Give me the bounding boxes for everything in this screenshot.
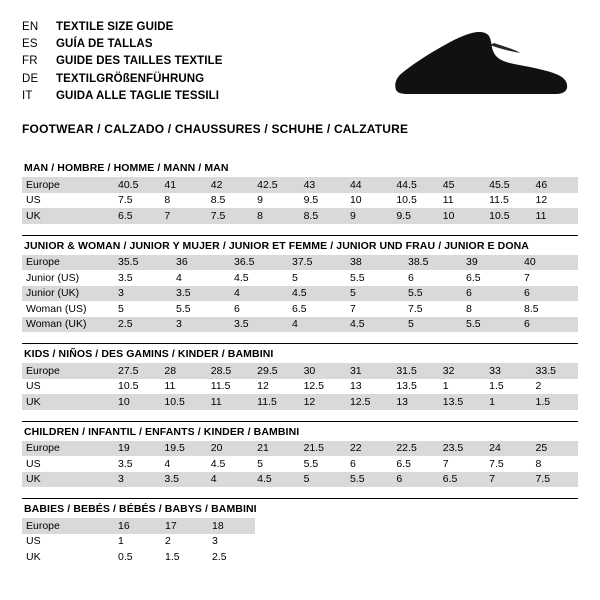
row-label: Europe	[22, 363, 114, 379]
size-table	[22, 255, 578, 333]
row-label: US	[26, 194, 41, 207]
cell: 13	[349, 380, 362, 393]
row-label: Junior (UK)	[22, 286, 114, 302]
cell: 7.5	[118, 194, 133, 207]
cell: 12	[300, 394, 346, 410]
cell: 5.5	[303, 457, 319, 470]
cell: 40	[520, 255, 578, 271]
cell: 3	[172, 317, 230, 333]
cell: 33.5	[532, 363, 578, 379]
cell: 19	[114, 441, 160, 457]
row-label: UK	[22, 208, 114, 224]
cell-empty	[255, 534, 578, 550]
cell: 7	[442, 457, 449, 470]
section-babies	[22, 498, 578, 565]
cell: 1	[442, 380, 449, 393]
cell: 3	[114, 472, 160, 488]
cell: 18	[208, 518, 255, 534]
cell: 10	[439, 208, 485, 224]
cell: 6.5	[114, 208, 160, 224]
table-row	[22, 518, 578, 534]
cell: 41	[160, 177, 206, 193]
cell: 13.5	[439, 394, 485, 410]
cell: 6.5	[439, 472, 485, 488]
cell: 4.5	[253, 472, 299, 488]
cell-empty	[255, 549, 578, 565]
table-row	[22, 208, 578, 224]
cell: 22	[346, 441, 392, 457]
cell: 25	[532, 441, 578, 457]
cell: 40.5	[114, 177, 160, 193]
cell: 1	[118, 535, 124, 548]
cell: 8.5	[210, 194, 226, 207]
language-code: ES	[22, 37, 38, 50]
language-title: TEXTILE SIZE GUIDE	[56, 20, 174, 33]
cell: 9	[257, 194, 264, 207]
cell: 5.5	[346, 472, 392, 488]
row-label: US	[26, 535, 41, 548]
cell: 4.5	[346, 317, 404, 333]
cell: 39	[462, 255, 520, 271]
cell: 7	[160, 208, 206, 224]
cell: 22.5	[392, 441, 438, 457]
cell: 3	[212, 535, 218, 548]
cell: 8.5	[524, 302, 539, 315]
cell: 1.5	[489, 380, 504, 393]
table-row	[22, 534, 578, 550]
cell: 4	[176, 271, 182, 284]
cell-empty	[255, 518, 578, 534]
section-title: MAN / HOMBRE / HOMME / MANN / MAN	[24, 162, 229, 174]
cell: 32	[439, 363, 485, 379]
table-row	[22, 177, 578, 193]
cell: 4.5	[288, 286, 346, 302]
cell: 4	[288, 317, 346, 333]
cell: 3.5	[160, 472, 206, 488]
language-row	[22, 18, 223, 35]
cell: 5.5	[404, 286, 462, 302]
cell: 5	[257, 457, 264, 470]
cell: 37.5	[288, 255, 346, 271]
cell: 6	[520, 317, 578, 333]
category-heading: FOOTWEAR / CALZADO / CHAUSSURES / SCHUHE / CALZATURE	[22, 122, 409, 136]
cell: 44	[346, 177, 392, 193]
cell: 45	[439, 177, 485, 193]
cell: 6	[392, 472, 438, 488]
language-title-list	[22, 18, 223, 105]
cell: 3.5	[230, 317, 288, 333]
row-label: Woman (UK)	[22, 317, 114, 333]
size-sections	[22, 162, 578, 565]
language-row	[22, 88, 223, 105]
table-row	[22, 286, 578, 302]
row-label: Europe	[22, 441, 114, 457]
table-row	[22, 363, 578, 379]
language-title: GUIDE DES TAILLES TEXTILE	[56, 55, 223, 68]
cell: 38	[346, 255, 404, 271]
cell: 19.5	[160, 441, 206, 457]
cell: 5	[346, 286, 404, 302]
cell: 31	[346, 363, 392, 379]
cell: 9	[346, 208, 392, 224]
row-label: Europe	[22, 255, 114, 271]
cell: 21.5	[300, 441, 346, 457]
cell: 2.5	[114, 317, 172, 333]
table-row	[22, 441, 578, 457]
cell: 3.5	[118, 271, 133, 284]
table-row	[22, 394, 578, 410]
language-title: GUIDA ALLE TAGLIE TESSILI	[56, 90, 220, 102]
cell: 42	[207, 177, 253, 193]
cell: 4	[207, 472, 253, 488]
cell: 27.5	[114, 363, 160, 379]
cell: 0.5	[118, 550, 133, 563]
cell: 5.5	[350, 271, 365, 284]
cell: 4.5	[234, 271, 249, 284]
cell: 5.5	[176, 302, 191, 315]
language-code: FR	[22, 55, 38, 68]
cell: 10.5	[485, 208, 531, 224]
cell: 44.5	[392, 177, 438, 193]
cell: 33	[485, 363, 531, 379]
cell: 4	[164, 457, 171, 470]
table-row	[22, 472, 578, 488]
cell: 2.5	[212, 550, 227, 563]
section-title: KIDS / NIÑOS / DES GAMINS / KINDER / BAMBINI	[22, 343, 578, 363]
section-title: BABIES / BEBÉS / BÉBÉS / BABYS / BAMBINI	[22, 498, 578, 518]
cell: 17	[161, 518, 208, 534]
cell: 11	[207, 394, 253, 410]
size-table	[22, 363, 578, 410]
cell: 6	[462, 286, 520, 302]
row-label: Europe	[22, 518, 114, 534]
row-label: Woman (US)	[26, 302, 87, 315]
language-title-rows	[22, 18, 223, 105]
cell: 3	[114, 286, 172, 302]
language-code: DE	[22, 72, 39, 85]
cell: 13.5	[396, 380, 417, 393]
cell: 11.5	[489, 194, 509, 207]
cell: 21	[253, 441, 299, 457]
cell: 11	[442, 194, 454, 207]
cell: 1	[485, 394, 531, 410]
cell: 8	[253, 208, 299, 224]
cell: 6	[520, 286, 578, 302]
cell: 1.5	[165, 550, 180, 563]
language-title: TEXTILGRÖßENFÜHRUNG	[56, 72, 205, 85]
cell: 6	[408, 271, 414, 284]
cell: 10.5	[160, 394, 206, 410]
cell: 36	[172, 255, 230, 271]
cell: 8.5	[300, 208, 346, 224]
language-code: IT	[22, 90, 33, 102]
cell: 5.5	[462, 317, 520, 333]
cell: 4	[230, 286, 288, 302]
cell: 12.5	[303, 380, 324, 393]
table-row	[22, 255, 578, 271]
cell: 5	[118, 302, 124, 315]
cell: 5	[300, 472, 346, 488]
cell: 12	[257, 380, 269, 393]
cell: 7.5	[408, 302, 423, 315]
cell: 9.5	[392, 208, 438, 224]
cell: 43	[300, 177, 346, 193]
cell: 6	[349, 457, 356, 470]
cell: 28.5	[207, 363, 253, 379]
row-label: UK	[22, 472, 114, 488]
cell: 11.5	[253, 394, 299, 410]
cell: 6.5	[466, 271, 481, 284]
cell: 20	[207, 441, 253, 457]
cell: 16	[114, 518, 161, 534]
cell: 3.5	[172, 286, 230, 302]
size-table	[22, 518, 578, 565]
dress-shoe-icon	[390, 28, 570, 105]
row-label: UK	[22, 394, 114, 410]
row-label: Europe	[22, 177, 114, 193]
table-row	[22, 193, 578, 209]
cell: 1.5	[532, 394, 578, 410]
table-row	[22, 549, 578, 565]
cell: 10.5	[118, 380, 139, 393]
cell: 45.5	[485, 177, 531, 193]
table-row	[22, 301, 578, 317]
cell: 7.5	[489, 457, 504, 470]
cell: 42.5	[253, 177, 299, 193]
section-man	[22, 162, 578, 224]
cell: 5	[292, 271, 298, 284]
cell: 31.5	[392, 363, 438, 379]
row-label: UK	[26, 550, 41, 563]
cell: 36.5	[230, 255, 288, 271]
cell: 6.5	[396, 457, 411, 470]
cell: 2	[165, 535, 171, 548]
size-table	[22, 177, 578, 224]
cell: 46	[532, 177, 578, 193]
cell: 4.5	[210, 457, 226, 470]
cell: 8	[466, 302, 472, 315]
section-title: CHILDREN / INFANTIL / ENFANTS / KINDER / BAMBINI	[22, 421, 578, 441]
cell: 7	[485, 472, 531, 488]
section-kids	[22, 343, 578, 410]
row-label: Junior (US)	[26, 271, 80, 284]
cell: 12	[535, 194, 548, 207]
cell: 7	[350, 302, 356, 315]
section-junior-woman	[22, 235, 578, 333]
cell: 10	[114, 394, 160, 410]
section-children	[22, 421, 578, 488]
table-row	[22, 317, 578, 333]
cell: 2	[535, 380, 542, 393]
cell: 11.5	[210, 380, 231, 393]
cell: 29.5	[253, 363, 299, 379]
cell: 7	[524, 271, 530, 284]
cell: 8	[164, 194, 171, 207]
cell: 10	[349, 194, 362, 207]
cell: 24	[485, 441, 531, 457]
table-row	[22, 379, 578, 395]
cell: 30	[300, 363, 346, 379]
language-title: GUÍA DE TALLAS	[56, 37, 153, 50]
cell: 7.5	[532, 472, 578, 488]
cell: 6.5	[292, 302, 307, 315]
cell: 11	[532, 208, 578, 224]
cell: 11	[164, 380, 176, 393]
cell: 6	[234, 302, 240, 315]
cell: 12.5	[346, 394, 392, 410]
language-row	[22, 53, 223, 70]
cell: 7.5	[207, 208, 253, 224]
language-row	[22, 35, 223, 52]
cell: 9.5	[303, 194, 319, 207]
cell: 38.5	[404, 255, 462, 271]
table-row	[22, 456, 578, 472]
cell: 23.5	[439, 441, 485, 457]
size-table	[22, 441, 578, 488]
table-row	[22, 270, 578, 286]
cell: 5	[404, 317, 462, 333]
row-label: US	[26, 380, 41, 393]
cell: 13	[392, 394, 438, 410]
page-header	[22, 18, 578, 105]
language-row	[22, 70, 223, 87]
cell: 3.5	[118, 457, 133, 470]
language-code: EN	[22, 20, 39, 33]
cell: 10.5	[396, 194, 417, 207]
section-title: JUNIOR & WOMAN / JUNIOR Y MUJER / JUNIOR ET FEMME / JUNIOR UND FRAU / JUNIOR E DONA	[22, 235, 578, 255]
cell: 35.5	[114, 255, 172, 271]
cell: 8	[535, 457, 542, 470]
cell: 28	[160, 363, 206, 379]
row-label: US	[26, 457, 41, 470]
